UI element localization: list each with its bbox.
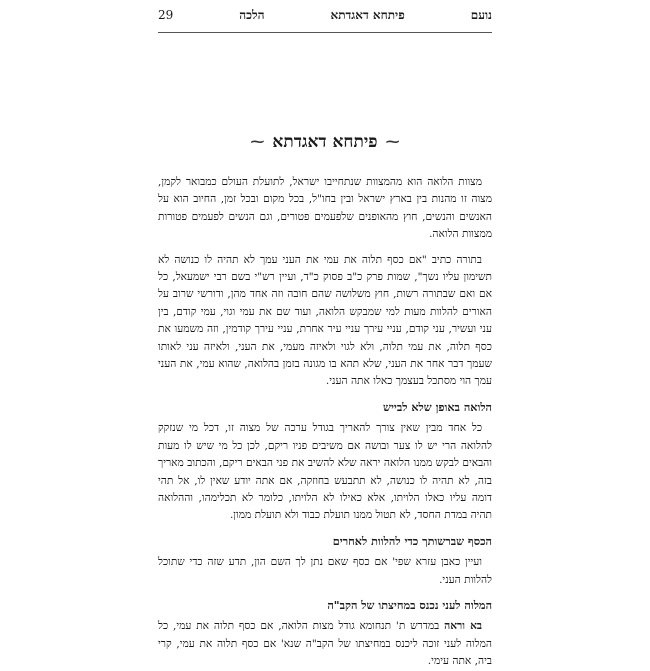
paragraph [158, 554, 492, 589]
paragraph [158, 618, 492, 670]
paragraph-text: בתורה כתיב "אם כסף תלוה את עמי את העני עמך לא תהיה לו כנושה לא תשימון עליו נשך", שמות פרק כ"ב פסוק כ"ד, ועיין רש"י בשם רבי ישמעאל, כל אם ואם שבתורה רשות, חוץ משלושה שהם חובה וזה אחד מהן, ודורשי שרוב על האורים להלוות מעות למי שמבקש הלואה, ועוד שם את עמי וגוי, עמי קודם, בין עני ועשיר, עני קודם, עניי עירך עניי עיר אחרת, עניי עירך קודמין, וזה משמעו את כסף תלוה, את עמי תלוה, ולא לגוי ולאיזה מעמי, את העני, ולאיזה עני לאותו שעמך דבר אחר את העני, שלא תהא בו מגונה בזמן בהלואה, שהוא עמי, את העני עמך הוי מסתכל בעצמך כאלו אתה העני. [158, 253, 492, 388]
running-head-left: הלכה [239, 8, 265, 22]
paragraph-text: במדרש ת' תנחומא גודל מצות הלואה, אם כסף תלוה את עמי, כל המלוה לעני זוכה ליכנס במחיצתו של הקב"ה שנא' אם כסף תלוה את עמי, קרי ביה, אתה עימי. [158, 620, 492, 668]
running-head [158, 8, 492, 30]
running-head-right: נועם [470, 8, 492, 22]
paragraph-lead: בא וראה [444, 620, 483, 633]
running-head-center: פיתחא דאגדתא [330, 8, 405, 22]
section-heading: הלואה באופן שלא לבייש [383, 399, 492, 414]
section-heading: המלוה לעני נכנס במחיצתו של הקב"ה [327, 597, 492, 612]
body-text [158, 174, 492, 671]
ornament-icon: ⁓ [250, 134, 265, 150]
paragraph [158, 174, 492, 244]
paragraph [158, 252, 492, 391]
paragraph-text: כל אחד מבין שאין צורך להאריך בגודל ערכה של מצוה זו, דכל מי שנזקק להלואה הרי יש לו צער ובושה אם משיבים פניו ריקם, לכן כל מי שיש לו מעות והבאים לבקש ממנו הלואה יראה שלא להשיב את פני הבאים ריקם, והכתוב מאריך בזה, לא תהיה לו כנושה, לא תתבעש בחוזקה, אם אתה יודע שאין לו, אל תהי דומה עליו כאלו הלויתו, אלא כאילו לא הלויתו, כלומר לא תכלימהו, וההלואה תהיה במדת החסד, לא תטול ממנו תועלת כבוד ולא תועלת ממון. [158, 422, 492, 522]
paragraph-text: ועיין כאבן עזרא שפי' אם כסף שאם נתן לך השם הון, תדע שזה כדי שתוכל להלוות העני. [158, 556, 492, 586]
chapter-title: פיתחא דאגדתא [272, 132, 378, 152]
header-rule [158, 32, 492, 33]
paragraph [158, 420, 492, 524]
chapter-heading [158, 131, 492, 152]
ornament-icon: ⁓ [385, 134, 400, 150]
page-number: 29 [158, 8, 174, 22]
section-heading: הכסף שברשותך כדי להלוות לאחרים [332, 533, 492, 548]
paragraph-text: מצוות הלואה הוא מהמצוות שנתחייבו ישראל, לתועלת העולם כמבואר לקמן, מצוה זו מהנות בין בארץ ישראל ובין בחו"ל, בכל מקום ובכל זמן, החיוב הוא על האנשים והנשים, חוץ מהאופנים שלפעמים פטורים, וגם הנשים לפעמים פטורות ממצוות הלואה. [158, 176, 492, 241]
